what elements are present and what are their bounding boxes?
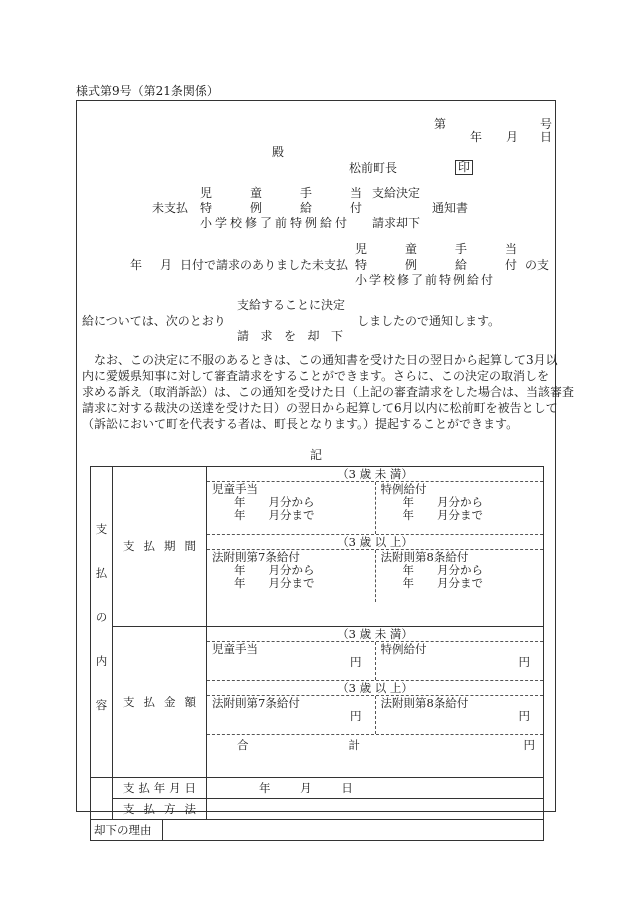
from-label: 月分から <box>268 563 315 577</box>
mayor-name: 松前町長 <box>349 161 398 175</box>
period-cell <box>207 467 544 627</box>
hou7-amount-label: 法附則第7条給付 <box>212 695 300 710</box>
body-char: 特 <box>355 258 368 272</box>
title-char: 例 <box>249 201 262 215</box>
period-over3-header: （3 歳 以 上） <box>207 535 543 550</box>
amount-over3-row <box>207 696 543 735</box>
title-reject: 請求却下 <box>372 216 421 230</box>
body-char: 手 <box>454 242 467 256</box>
label-char: 月 <box>169 781 181 795</box>
to-label: 月分まで <box>268 508 315 522</box>
side-char: 支 <box>95 522 108 536</box>
amount-cell <box>207 626 544 777</box>
reject-reason-label: 却下の理由 <box>91 820 163 840</box>
tokurei-amount-label: 特例給付 <box>380 641 427 656</box>
body-char: 付 <box>504 258 517 272</box>
year-label: 年 <box>234 576 246 590</box>
jidou-amount-label: 児童手当 <box>212 641 258 656</box>
label-char: 払 <box>138 781 150 795</box>
title-row-2 <box>200 201 362 215</box>
body-request-text: 日付で請求のありました未支払 <box>180 258 349 272</box>
notice-line: 内に愛媛県知事に対して審査請求をすることができます。さらに、この決定の取消しを <box>82 369 550 383</box>
body-notify: しましたので通知します。 <box>357 314 501 328</box>
label-char: 支 <box>123 694 135 709</box>
body-char: 例 <box>404 258 417 272</box>
method-label <box>113 801 206 817</box>
method-label-cell <box>113 799 207 820</box>
notice-paragraph <box>82 352 574 432</box>
payment-table <box>90 466 544 841</box>
hou8-period-label: 法附則第8条給付 <box>380 550 469 564</box>
from-label: 月分から <box>268 495 315 509</box>
side-char: 容 <box>95 698 108 712</box>
tokurei-period-label: 特例給付 <box>380 482 427 496</box>
label-char: 支 <box>123 802 135 816</box>
body-row-3: 小学校修了前特例給付 <box>355 273 496 287</box>
title-row-3: 小学校修了前特例給付 <box>200 216 351 230</box>
notice-line: なお、この決定に不服のあるときは、この通知書を受けた日の翌日から起算して3月以 <box>82 353 558 367</box>
amount-over3-header: （3 歳 以 上） <box>207 681 543 696</box>
paydate-label <box>113 780 206 796</box>
title-char: 当 <box>349 186 362 200</box>
side-label-cell <box>91 467 113 778</box>
title-char: 給 <box>299 201 312 215</box>
side-char: の <box>95 610 108 624</box>
addressee-dono: 殿 <box>272 145 285 159</box>
period-under3-row <box>207 482 543 535</box>
yen-unit: 円 <box>350 708 362 723</box>
label-char: 払 <box>143 539 155 554</box>
pay-year: 年 <box>259 781 271 795</box>
body-char: 請 <box>237 329 250 343</box>
amount-label-cell <box>113 626 207 777</box>
title-row-1 <box>200 186 362 200</box>
label-char: 方 <box>164 802 176 816</box>
side-blank <box>91 799 113 820</box>
to-label: 月分まで <box>437 576 483 590</box>
total-char: 計 <box>348 737 360 752</box>
hou8-amount-label: 法附則第8条給付 <box>380 695 469 710</box>
date-month: 月 <box>506 130 519 144</box>
label-char: 支 <box>123 539 135 554</box>
label-char: 間 <box>184 539 196 554</box>
yen-unit: 円 <box>518 708 530 723</box>
form-number: 様式第9号（第21条関係） <box>76 84 219 98</box>
label-char: 期 <box>164 539 176 554</box>
ki-heading: 記 <box>310 448 323 462</box>
body-decide: 支給することに決定 <box>237 298 346 312</box>
body-char: 当 <box>504 242 517 256</box>
side-char: 内 <box>95 654 108 668</box>
body-year: 年 <box>130 258 143 272</box>
period-under3-header: （3 歳 未 満） <box>207 467 543 482</box>
period-over3-row <box>207 550 543 602</box>
body-char: 却 <box>307 329 320 343</box>
label-char: 法 <box>184 802 196 816</box>
side-blank <box>91 778 113 799</box>
title-char: 特 <box>200 201 213 215</box>
body-char: 児 <box>355 242 368 256</box>
year-label: 年 <box>234 563 246 577</box>
reject-reason-value <box>163 820 543 840</box>
notice-line: 請求に対する裁決の送達を受けた日）の翌日から起算して6月以内に松前町を被告として <box>82 401 558 415</box>
yen-unit: 円 <box>518 654 530 669</box>
date-day: 日 <box>540 130 553 144</box>
total-char: 合 <box>237 737 249 752</box>
amount-label <box>113 694 206 710</box>
paydate-value-cell <box>207 778 544 799</box>
title-notice: 通知書 <box>432 201 469 215</box>
title-unpaid: 未支払 <box>152 201 189 215</box>
year-label: 年 <box>402 495 414 509</box>
year-label: 年 <box>402 508 414 522</box>
title-char: 児 <box>200 186 213 200</box>
title-decision: 支給決定 <box>372 186 421 200</box>
notice-line: （訴訟において町を代表する者は、町長となります。）提起することができます。 <box>82 417 519 431</box>
year-label: 年 <box>234 508 246 522</box>
label-char: 年 <box>153 781 166 795</box>
label-char: 払 <box>143 694 155 709</box>
body-row-2 <box>355 258 517 272</box>
body-as-follows: 給については、次のとおり <box>82 314 226 328</box>
pay-day: 日 <box>341 781 353 795</box>
period-label <box>113 538 206 554</box>
body-reject-row <box>237 329 343 343</box>
year-label: 年 <box>402 576 414 590</box>
paydate-label-cell <box>113 778 207 799</box>
year-label: 年 <box>402 563 414 577</box>
hou7-period-label: 法附則第7条給付 <box>212 550 300 564</box>
side-char: 払 <box>95 566 108 580</box>
label-char: 日 <box>184 781 196 795</box>
year-label: 年 <box>234 495 246 509</box>
label-char: 金 <box>164 694 176 709</box>
to-label: 月分まで <box>437 508 483 522</box>
number-go: 号 <box>540 117 553 131</box>
total-row <box>207 735 543 755</box>
body-row-1 <box>355 242 517 256</box>
body-month: 月 <box>160 258 173 272</box>
amount-under3-header: （3 歳 未 満） <box>207 627 543 642</box>
label-char: 支 <box>123 781 135 795</box>
number-dai: 第 <box>434 117 447 131</box>
period-label-cell <box>113 467 207 627</box>
to-label: 月分まで <box>268 576 315 590</box>
pay-month: 月 <box>300 781 312 795</box>
body-char: 給 <box>454 258 467 272</box>
from-label: 月分から <box>437 495 483 509</box>
seal-stamp: 印 <box>455 160 473 175</box>
label-char: 払 <box>143 802 155 816</box>
label-char: 額 <box>184 694 196 709</box>
yen-unit: 円 <box>523 737 535 752</box>
body-char: 童 <box>404 242 417 256</box>
jidou-period-label: 児童手当 <box>212 482 258 496</box>
title-char: 付 <box>349 201 362 215</box>
body-shi: の支 <box>525 258 550 272</box>
yen-unit: 円 <box>350 654 362 669</box>
notice-line: 求める訴え（取消訴訟）は、この通知を受けた日（上記の審査請求をした場合は、当該審査 <box>82 385 575 399</box>
from-label: 月分から <box>437 563 483 577</box>
body-char: 下 <box>330 329 343 343</box>
reject-reason-row <box>91 820 544 841</box>
body-char: を <box>283 329 296 343</box>
amount-under3-row <box>207 642 543 681</box>
title-char: 手 <box>299 186 312 200</box>
body-char: 求 <box>260 329 273 343</box>
method-value-cell <box>207 799 544 820</box>
date-year: 年 <box>470 130 483 144</box>
title-char: 童 <box>249 186 262 200</box>
